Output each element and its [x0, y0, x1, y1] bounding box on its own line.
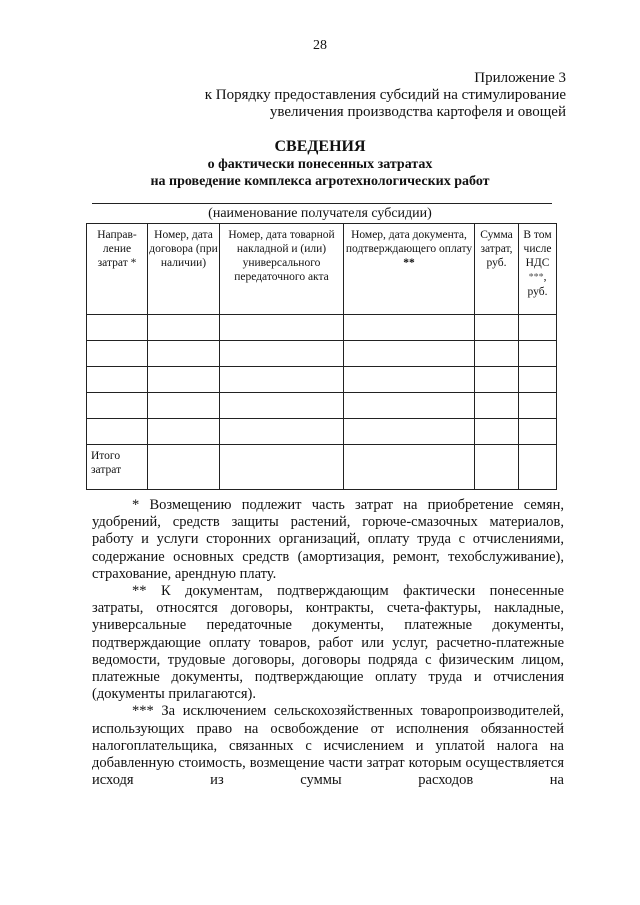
table-cell	[87, 419, 148, 445]
table-cell	[148, 419, 220, 445]
title-subtitle-2: на проведение комплекса агротехнологических работ	[150, 174, 490, 189]
page-number: 28	[313, 38, 327, 53]
appendix-line-2: к Порядку предоставления субсидий на стимулирование	[204, 87, 566, 103]
header-cost-amount: Сумма затрат, руб.	[475, 224, 519, 315]
table-cell	[148, 393, 220, 419]
header-vat-unit: , руб.	[527, 271, 548, 298]
appendix-line-1: Приложение 3	[474, 70, 566, 86]
table-cell	[220, 393, 344, 419]
title-main: СВЕДЕНИЯ	[274, 138, 366, 155]
table-cell	[87, 315, 148, 341]
table-cell	[519, 419, 557, 445]
table-cell	[475, 393, 519, 419]
table-cell	[344, 419, 475, 445]
table-cell	[475, 341, 519, 367]
header-payment-document-mark: **	[403, 257, 415, 269]
table-row	[87, 315, 557, 341]
table-cell	[344, 315, 475, 341]
costs-table	[86, 223, 557, 490]
header-vat	[519, 224, 557, 315]
appendix-heading	[205, 70, 566, 121]
table-cell	[220, 315, 344, 341]
table-total-row	[87, 445, 557, 490]
table-cell	[220, 445, 344, 490]
table-cell	[148, 367, 220, 393]
table-cell	[344, 341, 475, 367]
table-cell	[148, 341, 220, 367]
table-body	[87, 315, 557, 490]
table-cell	[475, 315, 519, 341]
table-header-row	[87, 224, 557, 315]
recipient-name-line	[92, 203, 552, 204]
footnotes	[92, 497, 564, 789]
header-invoice: Номер, дата товарной накладной и (или) универсального передаточного акта	[220, 224, 344, 315]
footnote-1: * Возмещению подлежит часть затрат на приобретение семян, удобрений, средств защиты растений, горюче-смазочных материалов, работу и услуги сторонних организаций, оплату труда с отчислениями, содержание основных средств (амортизация, ремонт, техобслуживание), страхование, арендную плату.	[92, 497, 564, 582]
table-cell	[148, 445, 220, 490]
table-row	[87, 393, 557, 419]
table-cell	[519, 445, 557, 490]
table-cell	[344, 393, 475, 419]
header-payment-document	[344, 224, 475, 315]
table-cell	[344, 445, 475, 490]
table-cell	[519, 393, 557, 419]
table-cell	[475, 367, 519, 393]
table-cell	[87, 393, 148, 419]
table-cell	[220, 419, 344, 445]
footnote-2: ** К документам, подтверждающим фактически понесенные затраты, относятся договоры, контракты, счета-фактуры, накладные, универсальные передаточные документы, платежные документы, подтверждающие оплату товаров, работ или услуг, расчетно-платежные ведомости, трудовые договоры, договоры подряда с физическим лицом, платежные документы, подтверждающие оплату труда и отчисления (документы прилагаются).	[92, 583, 564, 703]
title-subtitle-1: о фактически понесенных затратах	[207, 157, 433, 172]
table-cell	[87, 341, 148, 367]
table-cell	[344, 367, 475, 393]
table-cell	[475, 445, 519, 490]
header-contract: Номер, дата договора (при наличии)	[148, 224, 220, 315]
document-title	[0, 137, 640, 190]
table-cell	[87, 367, 148, 393]
table-cell	[519, 367, 557, 393]
table-cell	[220, 341, 344, 367]
header-cost-direction: Направ-ление затрат *	[87, 224, 148, 315]
total-label: Итого затрат	[87, 445, 148, 490]
recipient-caption: (наименование получателя субсидии)	[208, 206, 432, 221]
table-row	[87, 341, 557, 367]
header-payment-document-text: Номер, дата документа, подтверждающего оплату	[345, 229, 473, 255]
header-vat-text: В том числе НДС	[523, 229, 552, 269]
table-row	[87, 419, 557, 445]
header-vat-mark: ***	[528, 272, 544, 283]
appendix-line-3: увеличения производства картофеля и овощей	[269, 104, 566, 120]
table-cell	[148, 315, 220, 341]
table-row	[87, 367, 557, 393]
table-cell	[220, 367, 344, 393]
table-cell	[519, 315, 557, 341]
table-cell	[519, 341, 557, 367]
footnote-3: *** За исключением сельскохозяйственных товаропроизводителей, использующих право на освобождение от исполнения обязанностей налогоплательщика, связанных с исчислением и уплатой налога на добавленную стоимость, возмещение части затрат которым осуществляется исходя из суммы расходов на	[92, 703, 564, 789]
table-cell	[475, 419, 519, 445]
